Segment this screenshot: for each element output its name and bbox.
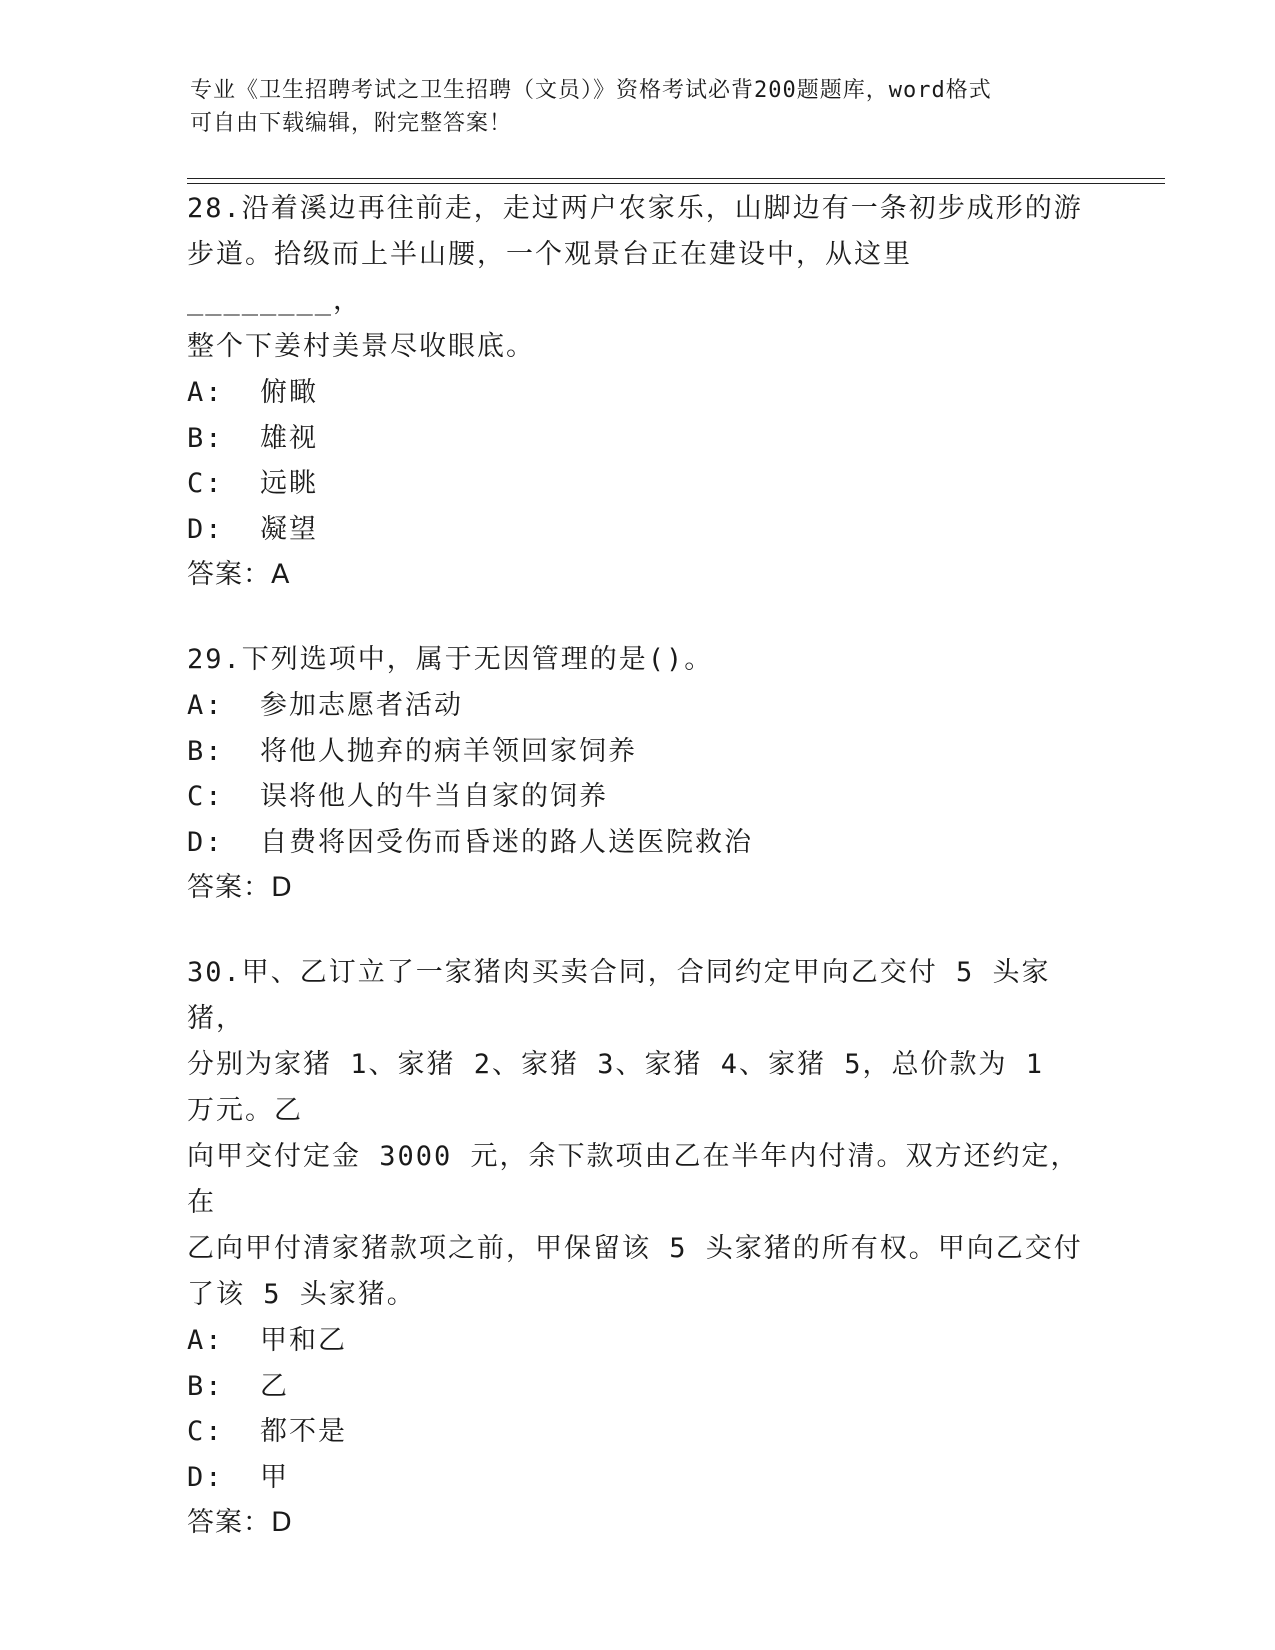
answer-line: 答案：A: [187, 559, 291, 590]
question-stem: 30.甲、乙订立了一家猪肉买卖合同，合同约定甲向乙交付 5 头家猪， 分别为家猪 1、家猪 2、家猪 3、家猪 4、家猪 5，总价款为 1 万元。乙 向甲交付定金 3000 元，余下款项由乙在半年内付清。双方还约定，在 乙向甲付清家猪款项之前，甲保留该 5 头家猪的所有权。甲向乙交付 了该 5 头家猪。: [187, 957, 1083, 1310]
header-line-2: 可自由下载编辑，附完整答案！: [190, 111, 513, 136]
question-28: [187, 186, 1087, 598]
header-line-1: 专业《卫生招聘考试之卫生招聘（文员）》资格考试必背200题题库，word格式: [190, 78, 992, 103]
header-divider-bottom: [187, 183, 1165, 184]
option-d: D: 自费将因受伤而昏迷的路人送医院救治: [187, 826, 754, 858]
option-d: D: 甲: [187, 1461, 290, 1493]
option-c: C: 都不是: [187, 1416, 348, 1447]
option-a: A: 俯瞰: [187, 377, 319, 408]
answer-line: 答案：D: [187, 872, 293, 903]
question-29: [187, 637, 1087, 911]
option-d: D: 凝望: [187, 513, 319, 545]
option-c: C: 误将他人的牛当自家的饲养: [187, 781, 609, 812]
option-b: B: 乙: [187, 1370, 290, 1402]
option-c: C: 远眺: [187, 468, 319, 499]
question-30: [187, 950, 1087, 1546]
header-divider-top: [187, 178, 1165, 179]
question-list: [187, 186, 1087, 1585]
option-a: A: 甲和乙: [187, 1325, 348, 1356]
option-b: B: 将他人抛弃的病羊领回家饲养: [187, 735, 638, 767]
answer-line: 答案：D: [187, 1507, 293, 1538]
question-stem: 29.下列选项中，属于无因管理的是()。: [187, 644, 714, 675]
option-b: B: 雄视: [187, 422, 319, 454]
question-stem: 28.沿着溪边再往前走，走过两户农家乐，山脚边有一条初步成形的游 步道。拾级而上半山腰，一个观景台正在建设中，从这里________， 整个下姜村美景尽收眼底。: [187, 193, 1083, 362]
document-header: [190, 74, 1090, 140]
option-a: A: 参加志愿者活动: [187, 690, 464, 721]
